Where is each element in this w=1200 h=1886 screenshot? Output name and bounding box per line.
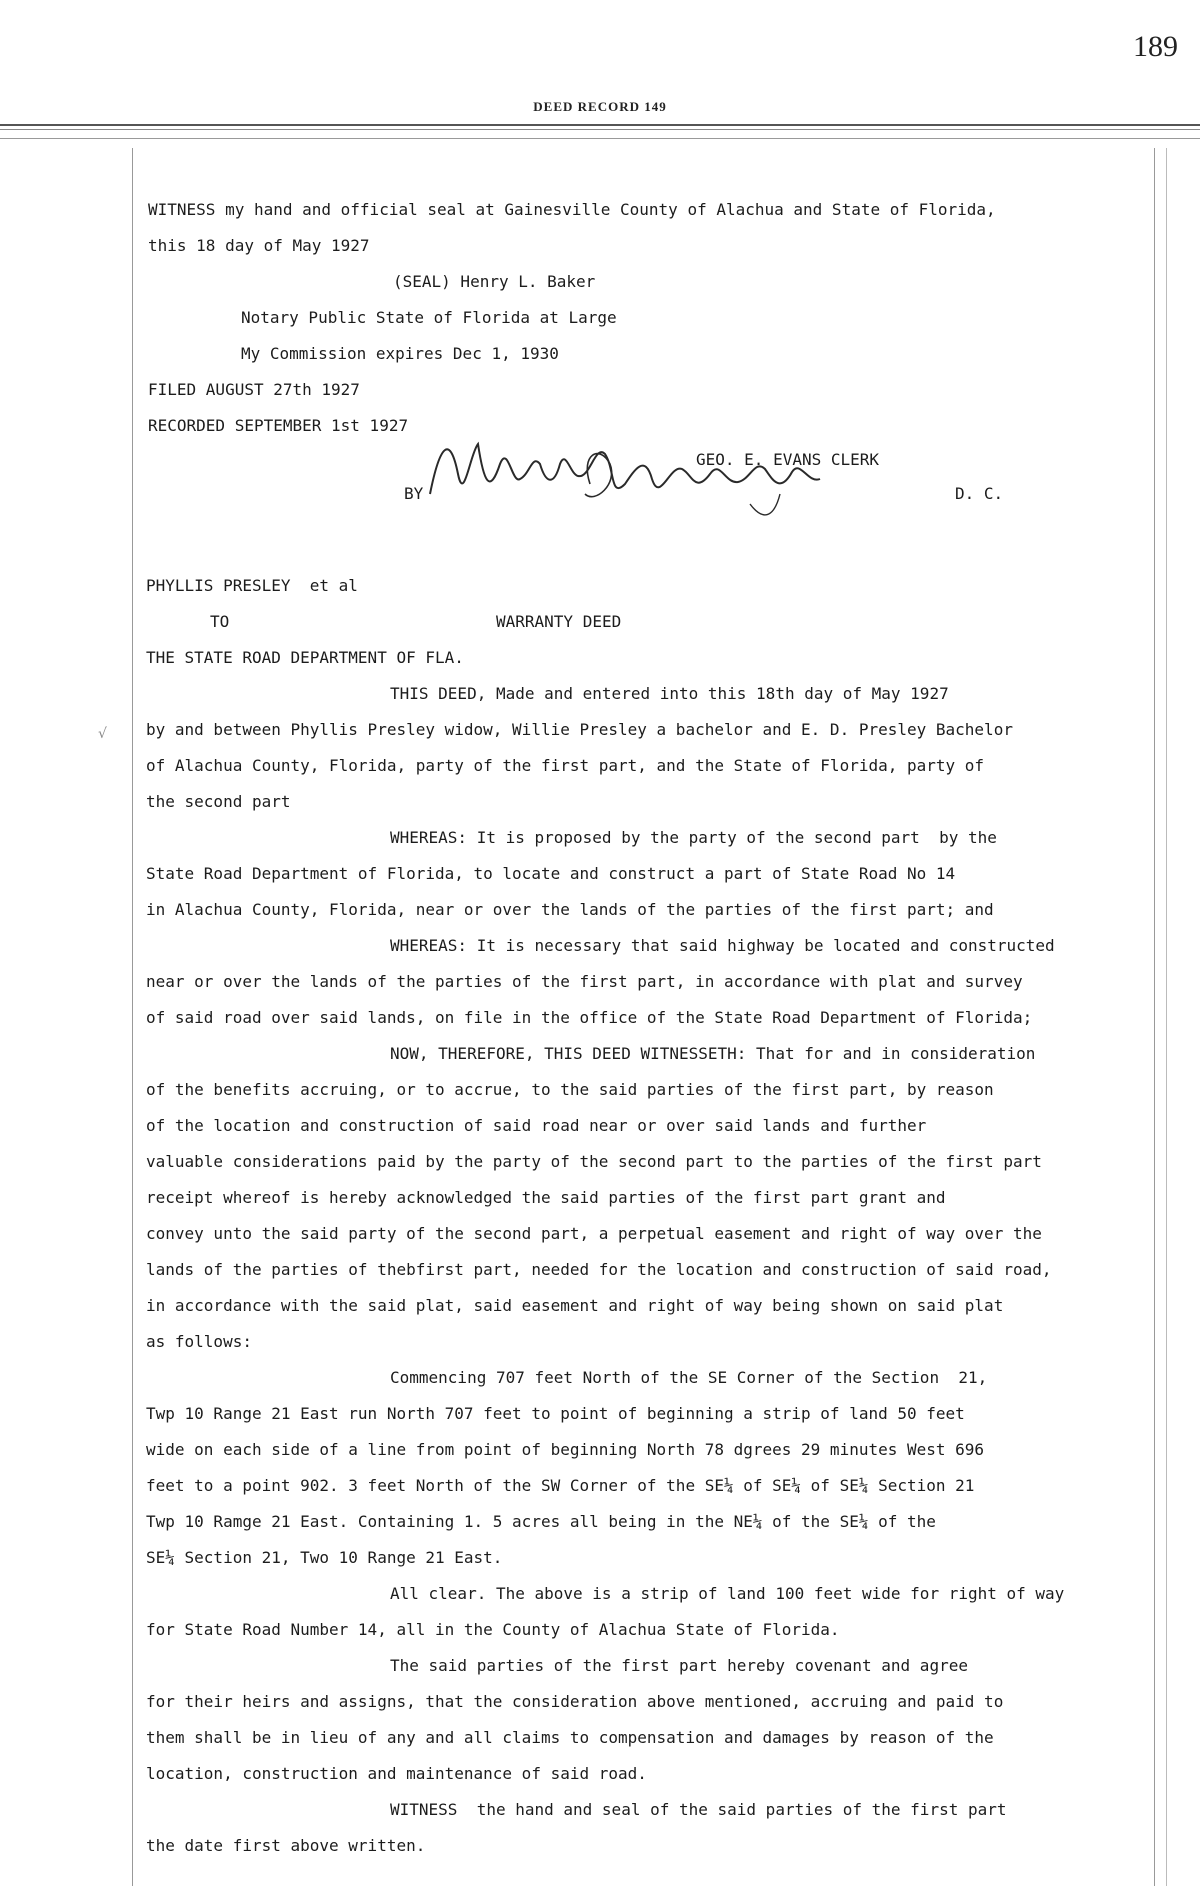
- text-line: in Alachua County, Florida, near or over the lands of the parties of the first part; and: [146, 900, 994, 919]
- text-line: for their heirs and assigns, that the consideration above mentioned, accruing and paid to: [146, 1692, 1004, 1711]
- text-line: NOW, THEREFORE, THIS DEED WITNESSETH: That for and in consideration: [390, 1044, 1036, 1063]
- margin-line: [1166, 148, 1167, 1886]
- text-line: Notary Public State of Florida at Large: [241, 308, 617, 327]
- text-line: TO: [210, 612, 230, 631]
- text-line: D. C.: [955, 484, 1004, 503]
- text-line: WITNESS my hand and official seal at Gainesville County of Alachua and State of Florida,: [148, 200, 996, 219]
- header-rule: [0, 129, 1200, 130]
- text-line: lands of the parties of thebfirst part, needed for the location and construction of said road,: [146, 1260, 1052, 1279]
- text-line: State Road Department of Florida, to locate and construct a part of State Road No 14: [146, 864, 956, 883]
- text-line: WHEREAS: It is necessary that said highway be located and constructed: [390, 936, 1055, 955]
- text-line: BY: [404, 484, 424, 503]
- text-line: WARRANTY DEED: [496, 612, 622, 631]
- text-line: valuable considerations paid by the party of the second part to the parties of the first part: [146, 1152, 1042, 1171]
- text-line: the date first above written.: [146, 1836, 426, 1855]
- text-line: convey unto the said party of the second part, a perpetual easement and right of way over the: [146, 1224, 1042, 1243]
- text-line: wide on each side of a line from point of beginning North 78 dgrees 29 minutes West 696: [146, 1440, 985, 1459]
- record-header: DEED RECORD 149: [533, 99, 667, 114]
- text-line: the second part: [146, 792, 291, 811]
- text-line: for State Road Number 14, all in the County of Alachua State of Florida.: [146, 1620, 840, 1639]
- text-line: FILED AUGUST 27th 1927: [148, 380, 360, 399]
- margin-tick-mark: √: [98, 726, 107, 742]
- text-line: of Alachua County, Florida, party of the first part, and the State of Florida, party of: [146, 756, 985, 775]
- text-line: of said road over said lands, on file in the office of the State Road Department of Florida;: [146, 1008, 1033, 1027]
- page-number: 189: [1133, 30, 1178, 63]
- text-line: SE¼ Section 21, Two 10 Range 21 East.: [146, 1548, 503, 1567]
- text-line: in accordance with the said plat, said easement and right of way being shown on said plat: [146, 1296, 1004, 1315]
- margin-line: [132, 148, 133, 1886]
- text-line: Twp 10 Ramge 21 East. Containing 1. 5 acres all being in the NE¼ of the SE¼ of the: [146, 1512, 936, 1531]
- text-line: All clear. The above is a strip of land 100 feet wide for right of way: [390, 1584, 1065, 1603]
- text-line: of the benefits accruing, or to accrue, to the said parties of the first part, by reason: [146, 1080, 994, 1099]
- text-line: feet to a point 902. 3 feet North of the SW Corner of the SE¼ of SE¼ of SE¼ Section 21: [146, 1476, 975, 1495]
- header-rule: [0, 124, 1200, 126]
- text-line: (SEAL) Henry L. Baker: [393, 272, 596, 291]
- text-line: PHYLLIS PRESLEY et al: [146, 576, 358, 595]
- text-line: GEO. E. EVANS CLERK: [696, 450, 880, 469]
- text-line: RECORDED SEPTEMBER 1st 1927: [148, 416, 409, 435]
- signature: [420, 424, 860, 534]
- text-line: as follows:: [146, 1332, 252, 1351]
- text-line: Twp 10 Range 21 East run North 707 feet to point of beginning a strip of land 50 feet: [146, 1404, 965, 1423]
- margin-line: [1154, 148, 1155, 1886]
- text-line: WHEREAS: It is proposed by the party of the second part by the: [390, 828, 997, 847]
- text-line: this 18 day of May 1927: [148, 236, 370, 255]
- text-line: by and between Phyllis Presley widow, Willie Presley a bachelor and E. D. Presley Bachelor: [146, 720, 1013, 739]
- text-line: of the location and construction of said road near or over said lands and further: [146, 1116, 927, 1135]
- text-line: The said parties of the first part hereby covenant and agree: [390, 1656, 968, 1675]
- text-line: My Commission expires Dec 1, 1930: [241, 344, 559, 363]
- header-rule: [0, 138, 1200, 139]
- text-line: near or over the lands of the parties of the first part, in accordance with plat and survey: [146, 972, 1023, 991]
- text-line: THE STATE ROAD DEPARTMENT OF FLA.: [146, 648, 464, 667]
- text-line: them shall be in lieu of any and all claims to compensation and damages by reason of the: [146, 1728, 994, 1747]
- text-line: THIS DEED, Made and entered into this 18th day of May 1927: [390, 684, 949, 703]
- text-line: WITNESS the hand and seal of the said parties of the first part: [390, 1800, 1007, 1819]
- text-line: Commencing 707 feet North of the SE Corner of the Section 21,: [390, 1368, 988, 1387]
- text-line: receipt whereof is hereby acknowledged the said parties of the first part grant and: [146, 1188, 946, 1207]
- text-line: location, construction and maintenance of said road.: [146, 1764, 647, 1783]
